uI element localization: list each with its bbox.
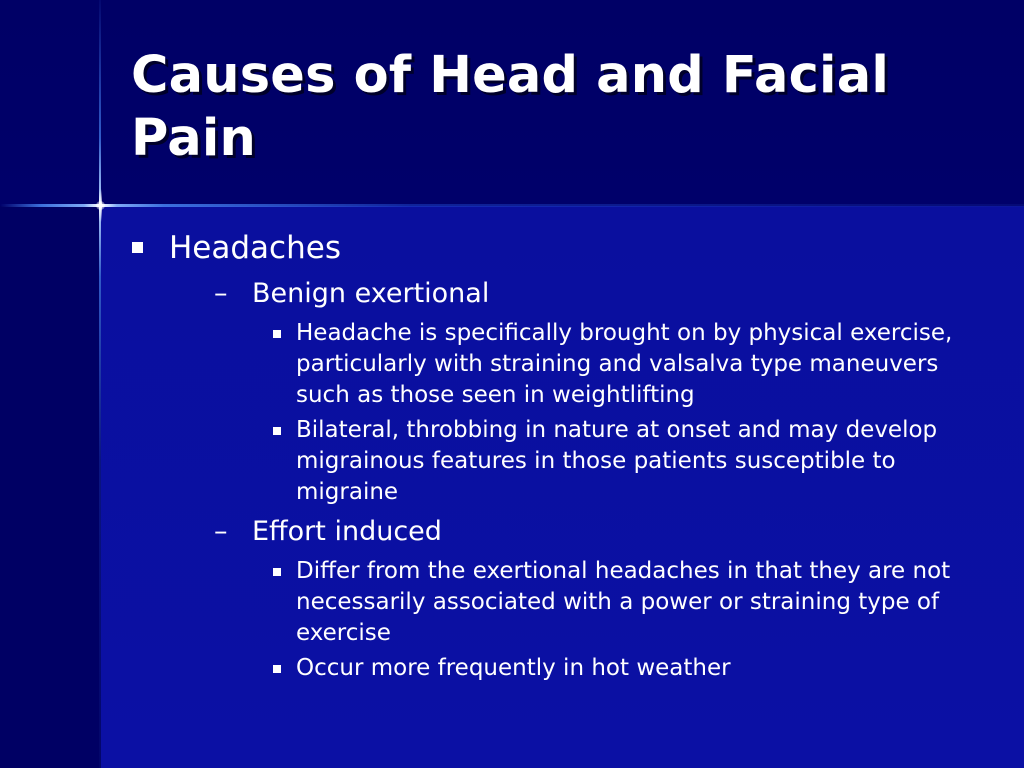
point-text: Bilateral, throbbing in nature at onset and may develop migrainous features in those patients susceptible to migraine bbox=[296, 417, 938, 505]
dash-bullet-icon: – bbox=[214, 278, 228, 309]
point-benign-exertional-1 bbox=[272, 318, 981, 411]
vertical-accent-line bbox=[99, 0, 101, 768]
slide-title: Causes of Head and Facial Pain bbox=[131, 46, 889, 169]
point-effort-induced-1 bbox=[272, 556, 981, 649]
bullet-list-level-1 bbox=[131, 226, 981, 684]
point-effort-induced-2 bbox=[272, 653, 981, 684]
point-text: Occur more frequently in hot weather bbox=[296, 655, 731, 681]
point-text: Headache is specifically brought on by physical exercise, particularly with straining and valsalva type maneuvers such as those seen in weightlifting bbox=[296, 320, 953, 408]
small-square-bullet-icon bbox=[273, 665, 281, 673]
star-glint-icon bbox=[84, 189, 117, 222]
bullet-list-level-2 bbox=[169, 276, 981, 312]
small-square-bullet-icon bbox=[273, 568, 281, 576]
point-text: Differ from the exertional headaches in that they are not necessarily associated with a power or straining type of exercise bbox=[296, 558, 951, 646]
sub-bullet-benign-exertional bbox=[213, 276, 981, 312]
square-bullet-icon bbox=[132, 242, 143, 253]
point-benign-exertional-2 bbox=[272, 415, 981, 508]
sub-bullet-label: Benign exertional bbox=[252, 278, 490, 309]
horizontal-accent-line bbox=[0, 204, 1024, 207]
slide-body bbox=[131, 226, 981, 684]
bullet-list-level-3 bbox=[169, 318, 981, 508]
left-band bbox=[0, 206, 101, 768]
dash-bullet-icon: – bbox=[214, 516, 228, 547]
small-square-bullet-icon bbox=[273, 330, 281, 338]
bullet-label: Headaches bbox=[169, 230, 341, 266]
bullet-headaches bbox=[131, 226, 981, 684]
sub-bullet-effort-induced bbox=[213, 514, 981, 550]
small-square-bullet-icon bbox=[273, 427, 281, 435]
sub-bullet-label: Effort induced bbox=[252, 516, 442, 547]
bullet-list-level-3 bbox=[169, 556, 981, 684]
bullet-list-level-2 bbox=[169, 514, 981, 550]
